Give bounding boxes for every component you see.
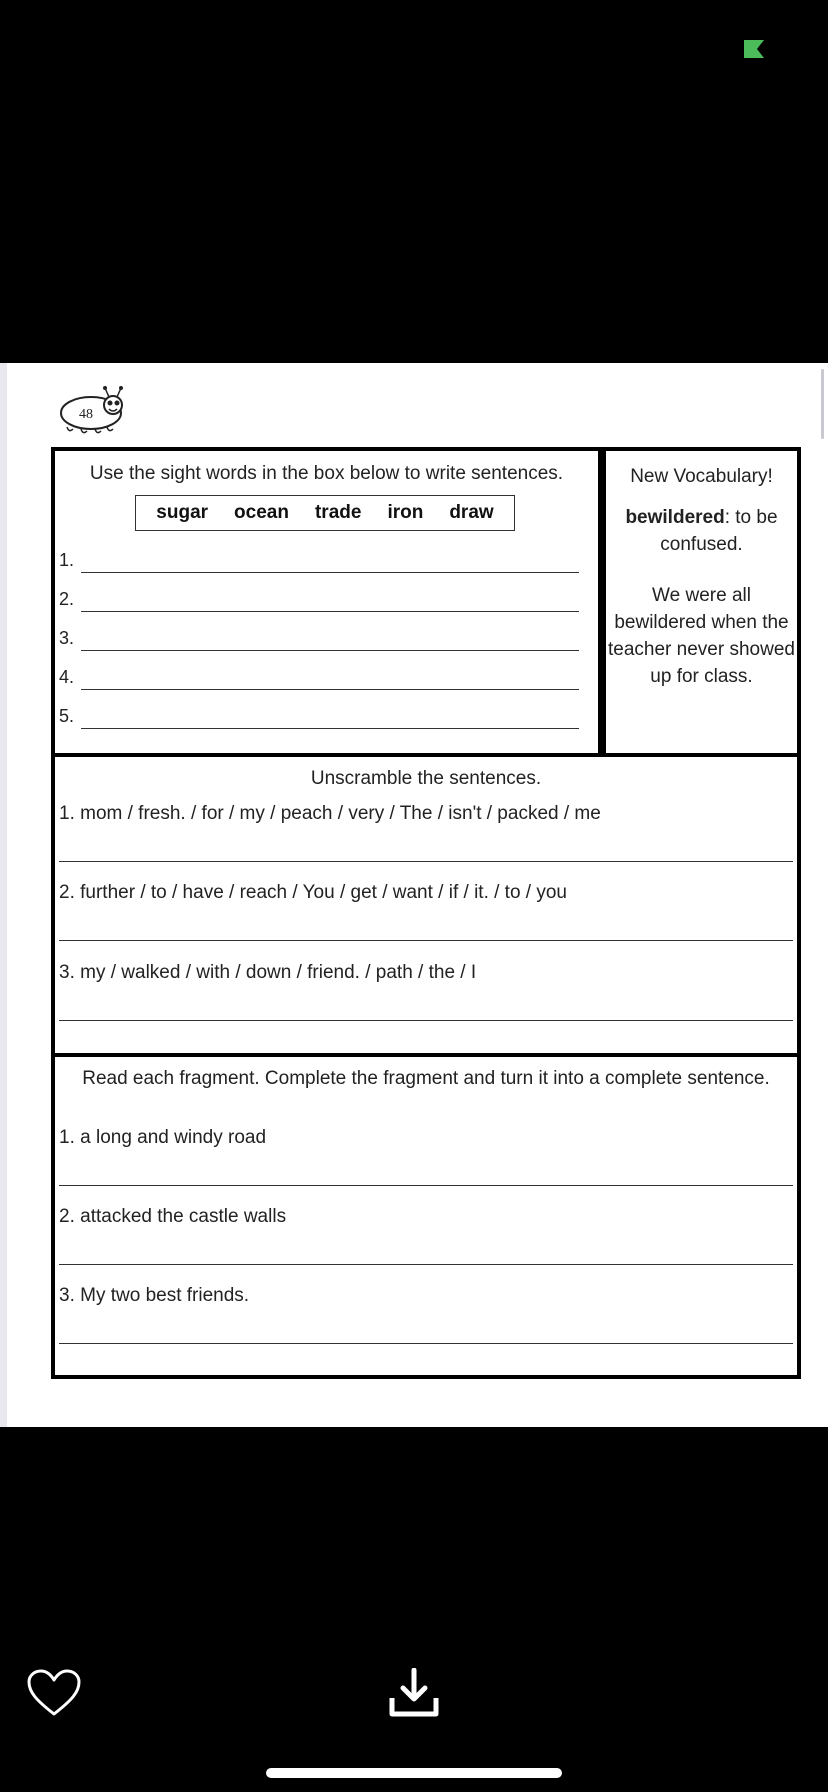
definition-text: : to be confused. [660,507,778,555]
vocabulary-title: New Vocabulary! [630,466,773,487]
flag-icon[interactable] [744,40,764,58]
sight-words-instruction: Use the sight words in the box below to write sentences. [89,463,564,484]
writing-rule [81,572,579,573]
home-indicator[interactable] [266,1768,562,1778]
sight-word: ocean [234,502,289,523]
writing-rule [81,650,579,651]
top-black-bar [0,0,828,363]
fragment-item: 2. attacked the castle walls [59,1206,287,1227]
sight-word: iron [387,502,424,523]
line-number: 5. [59,706,75,726]
fragment-item: 1. a long and windy road [59,1127,267,1148]
sight-words-section [55,451,797,757]
sight-word-box [135,495,515,531]
unscramble-item: 1. mom / fresh. / for / my / peach / very / The / isn't / packed / me [59,803,601,824]
unscramble-section [55,757,797,1057]
vocabulary-definition [606,504,797,558]
answer-line[interactable] [59,1343,793,1344]
vocabulary-panel [606,451,797,753]
sentence-line[interactable] [59,547,579,575]
answer-line[interactable] [59,1264,793,1265]
fragment-title: Read each fragment. Complete the fragment and turn it into a complete sentence. [82,1068,770,1089]
answer-line[interactable] [59,940,793,941]
sight-word: draw [449,502,494,523]
writing-rule [81,611,579,612]
line-number: 2. [59,589,75,609]
unscramble-item: 3. my / walked / with / down / friend. / path / the / I [59,962,477,983]
fragment-item: 3. My two best friends. [59,1285,250,1306]
bottom-toolbar [0,1427,828,1792]
sight-word: sugar [156,502,209,523]
sentence-line[interactable] [59,703,579,731]
sentence-line[interactable] [59,625,579,653]
unscramble-title: Unscramble the sentences. [310,768,542,789]
worksheet-frame [51,447,801,1379]
download-icon[interactable] [388,1668,440,1718]
fragment-section [55,1057,797,1375]
ladybug-icon [57,385,137,435]
worksheet-page [0,363,828,1427]
answer-line[interactable] [59,1185,793,1186]
answer-line[interactable] [59,861,793,862]
unscramble-item: 2. further / to / have / reach / You / get / want / if / it. / to / you [59,882,567,903]
line-number: 4. [59,667,75,687]
writing-rule [81,689,579,690]
vocabulary-example: We were all bewildered when the teacher never showed up for class. [608,585,795,687]
line-number: 1. [59,550,75,570]
sentence-line[interactable] [59,586,579,614]
scrollbar[interactable] [821,369,824,439]
vocabulary-word: bewildered [625,507,725,528]
sight-words-panel [55,451,602,753]
sentence-line[interactable] [59,664,579,692]
line-number: 3. [59,628,75,648]
answer-line[interactable] [59,1020,793,1021]
page-number: 48 [79,407,93,422]
writing-rule [81,728,579,729]
sight-word: trade [314,502,362,523]
heart-icon[interactable] [26,1668,82,1718]
